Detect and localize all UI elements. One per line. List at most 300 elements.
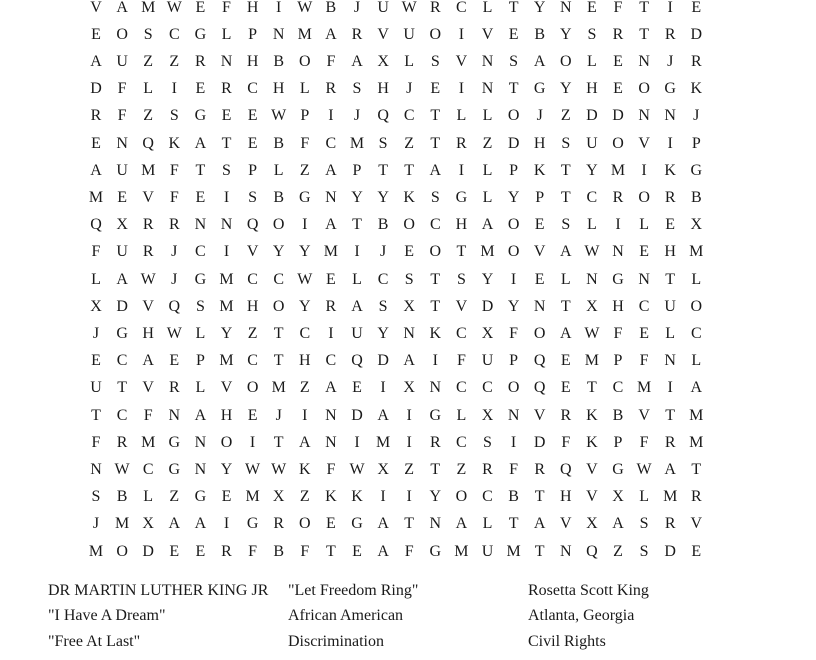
grid-letter: L [143,488,154,506]
grid-letter: T [91,406,101,424]
grid-letter: Q [90,216,102,234]
grid-letter: N [664,352,676,370]
grid-letter: U [664,297,676,315]
grid-letter: Z [404,134,415,152]
grid-letter: N [560,542,572,560]
grid-row [0,538,816,565]
grid-letter: R [664,188,676,206]
grid-letter: G [194,25,207,43]
grid-letter: U [90,379,102,397]
grid-letter: E [560,352,571,370]
grid-letter: Q [560,460,572,478]
grid-letter: L [195,324,206,342]
grid-letter: B [273,188,285,206]
grid-letter: M [141,433,156,451]
grid-letter: I [406,433,412,451]
grid-letter: R [168,216,180,234]
grid-letter: G [194,488,207,506]
grid-letter: K [403,188,415,206]
grid-letter: V [142,297,154,315]
grid-letter: X [142,515,154,533]
grid-letter: H [272,80,285,98]
grid-letter: N [194,216,207,234]
grid-letter: G [612,270,624,288]
grid-letter: Y [586,161,598,179]
grid-letter: T [560,161,571,179]
grid-letter: Z [169,488,180,506]
word-item: DR MARTIN LUTHER KING JR [48,582,269,599]
grid-letter: V [142,188,154,206]
grid-letter: C [456,379,467,397]
grid-letter: V [481,25,494,43]
grid-letter: D [533,433,546,451]
grid-row [0,510,816,537]
grid-letter: T [665,406,676,424]
grid-letter: M [454,542,469,560]
grid-letter: I [615,216,621,234]
grid-letter: A [377,515,389,533]
grid-letter: S [248,188,258,206]
grid-letter: C [247,270,258,288]
grid-letter: N [168,406,181,424]
grid-letter: T [378,161,388,179]
grid-letter: D [142,542,154,560]
grid-letter: V [638,406,650,424]
grid-letter: L [691,352,702,370]
grid-letter: N [429,379,442,397]
grid-letter: M [636,379,652,397]
grid-letter: U [481,352,494,370]
grid-row [0,184,816,211]
grid-letter: T [508,0,519,16]
grid-letter: F [169,161,179,179]
grid-letter: O [116,542,128,560]
grid-letter: T [560,297,571,315]
grid-letter: N [325,433,337,451]
grid-letter: L [221,25,232,43]
grid-letter: V [586,488,598,506]
grid-letter: Y [507,297,520,315]
grid-letter: L [482,188,493,206]
grid-letter: Y [560,25,572,43]
grid-letter: E [404,243,415,261]
grid-letter: R [221,542,232,560]
grid-letter: L [456,406,467,424]
grid-letter: K [533,161,546,179]
grid-letter: A [194,515,207,533]
grid-row [0,75,816,102]
grid-letter: N [194,433,207,451]
grid-letter: N [612,243,624,261]
grid-letter: T [587,379,597,397]
grid-letter: W [166,324,182,342]
grid-letter: N [194,460,207,478]
grid-letter: G [246,515,259,533]
grid-letter: B [508,488,519,506]
grid-letter: C [690,324,702,342]
word-item: Atlanta, Georgia [528,607,635,624]
grid-letter: I [458,80,465,98]
grid-letter: D [507,134,520,152]
grid-letter: M [480,243,495,261]
grid-letter: J [693,107,700,125]
grid-letter: G [664,80,676,98]
grid-letter: G [455,188,468,206]
grid-letter: T [639,25,649,43]
grid-letter: R [90,107,102,125]
grid-letter: A [533,515,546,533]
grid-letter: B [325,0,337,16]
grid-row [0,157,816,184]
grid-row [0,374,816,401]
grid-letter: A [455,515,468,533]
grid-letter: P [535,188,545,206]
grid-letter: C [299,324,311,342]
grid-letter: P [613,433,623,451]
grid-letter: N [481,80,494,98]
grid-letter: K [690,80,703,98]
grid-letter: E [560,379,571,397]
grid-letter: V [220,379,233,397]
grid-letter: G [168,433,181,451]
grid-letter: R [168,379,180,397]
grid-letter: Q [533,352,546,370]
grid-letter: J [92,515,100,533]
grid-row [0,456,816,483]
grid-letter: J [275,406,282,424]
grid-letter: H [455,216,468,234]
grid-letter: A [325,25,337,43]
grid-letter: F [613,324,623,342]
grid-letter: E [169,542,180,560]
grid-letter: F [561,433,571,451]
grid-letter: L [143,80,154,98]
grid-letter: E [195,542,206,560]
grid-letter: H [246,52,259,70]
grid-letter: I [510,270,517,288]
grid-letter: P [248,161,258,179]
grid-letter: N [429,515,442,533]
grid-letter: W [140,270,156,288]
grid-letter: L [665,324,676,342]
grid-letter: E [195,188,206,206]
grid-letter: R [221,80,232,98]
grid-letter: U [116,243,128,261]
grid-letter: L [404,52,415,70]
grid-letter: O [690,297,703,315]
grid-letter: A [142,352,154,370]
grid-letter: R [429,0,441,16]
grid-letter: T [221,134,232,152]
grid-letter: I [432,352,438,370]
grid-letter: Z [299,379,310,397]
grid-letter: P [691,134,701,152]
grid-letter: M [663,488,678,506]
grid-letter: F [300,134,310,152]
grid-letter: I [406,488,412,506]
grid-letter: W [271,107,287,125]
grid-letter: P [352,161,362,179]
grid-letter: L [587,52,597,70]
grid-letter: F [91,243,101,261]
grid-letter: L [639,488,649,506]
grid-letter: F [143,406,153,424]
grid-letter: N [220,216,233,234]
grid-letter: F [639,352,649,370]
word-item: African American [288,607,404,624]
grid-letter: E [534,270,545,288]
grid-letter: E [247,107,258,125]
word-item: Discrimination [288,633,384,650]
grid-letter: S [378,134,388,152]
grid-letter: W [114,460,130,478]
grid-letter: G [533,80,546,98]
grid-letter: C [325,352,337,370]
grid-letter: E [91,352,101,370]
grid-letter: P [248,25,258,43]
grid-letter: Y [560,80,572,98]
grid-letter: P [509,161,519,179]
word-item: Rosetta Scott King [528,582,649,599]
grid-letter: I [302,406,308,424]
grid-letter: G [429,542,442,560]
grid-letter: A [690,379,703,397]
grid-letter: W [271,460,287,478]
grid-row [0,266,816,293]
grid-letter: X [481,324,494,342]
grid-letter: F [117,107,127,125]
grid-letter: C [456,324,467,342]
grid-letter: A [664,460,676,478]
grid-letter: E [352,542,362,560]
grid-letter: O [116,25,128,43]
grid-letter: S [456,270,466,288]
grid-letter: J [379,243,387,261]
grid-letter: C [456,433,467,451]
grid-letter: V [455,52,468,70]
grid-letter: A [325,161,337,179]
grid-letter: U [481,542,494,560]
grid-letter: M [689,243,704,261]
grid-letter: M [245,488,260,506]
grid-letter: F [404,542,414,560]
grid-letter: W [584,324,600,342]
grid-letter: X [377,460,389,478]
grid-letter: O [507,243,520,261]
grid-letter: E [691,0,702,16]
grid-letter: Y [220,324,233,342]
grid-letter: O [429,25,442,43]
grid-letter: Y [377,324,389,342]
grid-letter: N [325,188,337,206]
grid-letter: M [88,542,104,560]
grid-letter: R [482,460,493,478]
grid-letter: V [638,134,650,152]
grid-letter: Z [482,134,493,152]
grid-letter: L [91,270,101,288]
grid-letter: H [533,134,546,152]
grid-letter: T [508,515,519,533]
grid-letter: W [349,460,365,478]
grid-letter: B [534,25,546,43]
grid-letter: D [612,107,624,125]
grid-letter: V [560,515,572,533]
grid-letter: R [664,515,676,533]
grid-letter: S [404,270,414,288]
grid-letter: R [612,188,624,206]
grid-letter: C [273,270,285,288]
grid-letter: H [299,352,311,370]
grid-letter: R [142,216,154,234]
grid-letter: N [220,52,233,70]
grid-letter: H [560,488,572,506]
grid-letter: C [612,379,624,397]
grid-letter: L [299,80,310,98]
grid-letter: G [116,324,128,342]
grid-letter: D [586,107,598,125]
grid-letter: J [406,80,413,98]
grid-letter: O [220,433,233,451]
grid-letter: D [664,542,676,560]
grid-letter: S [561,134,571,152]
grid-letter: I [406,406,412,424]
grid-letter: B [273,134,285,152]
grid-letter: L [352,270,362,288]
grid-letter: G [612,460,624,478]
grid-letter: B [690,188,702,206]
grid-row [0,347,816,374]
grid-letter: V [586,460,598,478]
grid-letter: N [481,52,494,70]
grid-letter: M [219,297,234,315]
grid-letter: A [351,297,363,315]
grid-letter: R [351,25,363,43]
grid-letter: B [377,216,389,234]
grid-letter: I [458,161,465,179]
grid-letter: O [272,216,285,234]
grid-letter: L [560,270,571,288]
grid-letter: K [351,488,363,506]
word-list [0,580,816,660]
grid-letter: T [273,433,284,451]
grid-letter: S [587,25,597,43]
grid-row [0,21,816,48]
grid-letter: Q [377,107,389,125]
grid-letter: Z [560,107,571,125]
grid-letter: T [430,270,441,288]
grid-letter: N [507,406,520,424]
grid-letter: C [142,460,154,478]
grid-letter: O [507,107,520,125]
grid-letter: A [325,216,337,234]
grid-letter: E [117,188,127,206]
grid-letter: P [613,352,623,370]
grid-letter: G [690,161,703,179]
grid-letter: E [352,379,362,397]
grid-letter: T [352,216,362,234]
grid-letter: T [691,460,702,478]
grid-letter: I [667,0,673,16]
grid-letter: C [429,216,441,234]
grid-letter: R [325,297,337,315]
grid-letter: I [667,134,673,152]
grid-letter: L [691,270,702,288]
grid-letter: F [326,52,336,70]
grid-letter: Z [143,52,154,70]
grid-letter: F [326,460,336,478]
grid-letter: O [429,243,442,261]
word-item: "Let Freedom Ring" [288,582,419,599]
grid-letter: T [560,188,571,206]
grid-letter: M [219,270,234,288]
grid-letter: A [377,542,389,560]
grid-letter: D [90,80,102,98]
grid-letter: E [587,0,597,16]
grid-letter: H [377,80,389,98]
grid-letter: Q [533,379,546,397]
grid-letter: J [667,52,674,70]
grid-letter: R [456,134,467,152]
grid-letter: V [455,297,468,315]
grid-letter: F [613,0,623,16]
grid-letter: H [664,243,676,261]
grid-letter: Q [168,297,181,315]
grid-letter: W [297,270,313,288]
grid-letter: B [116,488,128,506]
grid-letter: T [404,161,415,179]
grid-letter: F [456,352,466,370]
grid-letter: O [638,188,650,206]
grid-letter: X [481,406,494,424]
grid-letter: J [353,107,361,125]
grid-letter: X [403,297,415,315]
grid-letter: E [169,352,180,370]
grid-letter: U [351,324,363,342]
grid-letter: G [299,188,311,206]
grid-letter: Y [220,460,233,478]
grid-letter: R [195,52,206,70]
grid-letter: I [171,80,177,98]
grid-row [0,429,816,456]
grid-letter: C [482,379,493,397]
grid-letter: M [271,379,286,397]
grid-letter: E [195,0,206,16]
grid-letter: T [534,488,545,506]
grid-letter: N [586,270,598,288]
grid-letter: L [482,107,493,125]
grid-letter: R [116,433,128,451]
grid-letter: A [299,433,311,451]
grid-row [0,130,816,157]
grid-letter: Z [456,460,467,478]
grid-letter: J [171,270,178,288]
grid-letter: E [326,515,336,533]
grid-letter: N [638,52,650,70]
grid-letter: C [247,352,258,370]
grid-letter: I [380,488,386,506]
grid-letter: I [510,433,517,451]
grid-row [0,402,816,429]
grid-letter: I [380,379,386,397]
grid-letter: U [403,25,415,43]
grid-letter: K [586,433,598,451]
grid-letter: A [325,379,337,397]
grid-letter: W [245,460,261,478]
grid-letter: U [116,52,128,70]
grid-letter: P [300,107,310,125]
grid-letter: L [482,0,493,16]
grid-letter: T [534,542,545,560]
